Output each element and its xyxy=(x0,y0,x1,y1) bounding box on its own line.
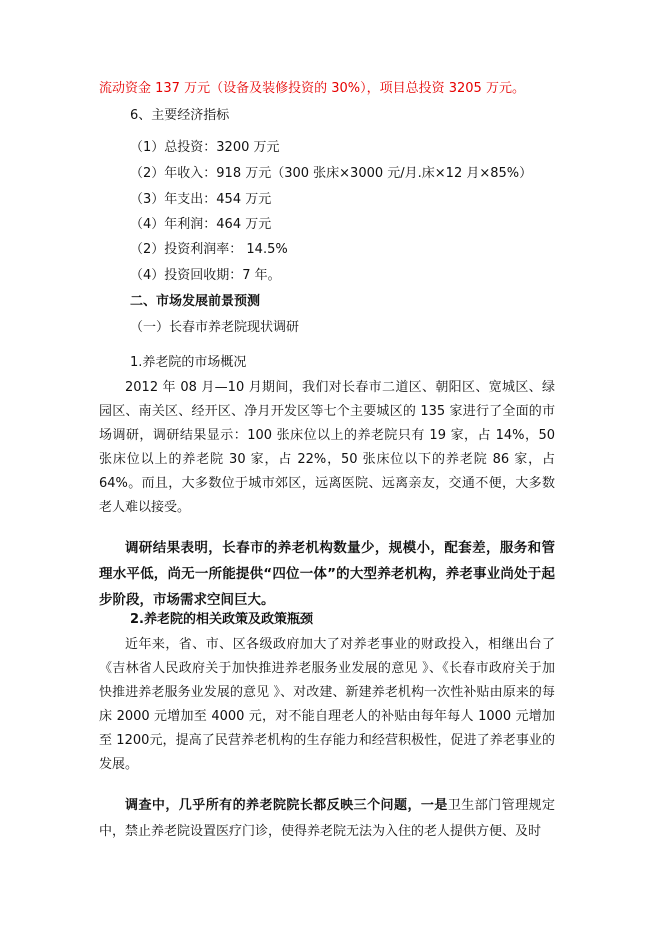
indicator-item: （4）年利润：464 万元 xyxy=(130,217,272,232)
subsection-1-heading: （一）长春市养老院现状调研 xyxy=(130,320,300,335)
indicator-item: （1）总投资：3200 万元 xyxy=(130,140,280,155)
subsection-1-1-heading: 1.养老院的市场概况 xyxy=(130,355,247,370)
indicator-item: （2）投资利润率： 14.5% xyxy=(130,242,288,257)
indicator-item: （2）年收入：918 万元（300 张床×3000 元/月.床×12 月×85%） xyxy=(130,166,533,181)
survey-conclusion-paragraph: 调研结果表明，长春市的养老机构数量少，规模小，配套差，服务和管理水平低，尚无一所能提供“四位一体”的大型养老机构，养老事业尚处于起步阶段，市场需求空间巨大。 xyxy=(99,540,555,608)
investment-summary-line: 流动资金 137 万元（设备及装修投资的 30%），项目总投资 3205 万元。 xyxy=(99,81,525,96)
survey-issues-lead: 调查中，几乎所有的养老院院长都反映三个问题，一是 xyxy=(125,798,448,813)
indicator-item: （4）投资回收期：7 年。 xyxy=(130,268,281,283)
policy-paragraph: 近年来，省、市、区各级政府加大了对养老事业的财政投入，相继出台了《吉林省人民政府关于加快推进养老服务业发展的意见 》、《长春市政府关于加快推进养老服务业发展的意见 》、对改建、新建养老机构一次性补贴由原来的每床 2000 元增加至 4000 元，对不能自理老人的补贴由每年每人 1000 元增加至 1200元，提高了民营养老机构的生存能力和经营积极性，促进了养老事业的发展。 xyxy=(99,637,555,772)
indicator-item: （3）年支出：454 万元 xyxy=(130,192,272,207)
survey-issues-text: 卫生部门管理规定中，禁止养老院设置医疗门诊，使得养老院无法为入住的老人提供方便、及时 xyxy=(99,798,555,839)
section-2-heading: 二、市场发展前景预测 xyxy=(130,294,261,309)
market-overview-paragraph: 2012 年 08 月—10 月期间，我们对长春市二道区、朝阳区、宽城区、绿园区、南关区、经开区、净月开发区等七个主要城区的 135 家进行了全面的市场调研，调研结果显示：100 张床位以上的养老院只有 19 家，占 14%，50 张床位以上的养老院 30 家，占 22%，50 张床位以下的养老院 86 家，占 64%。而且，大多数位于城市郊区，远离医院、远离亲友，交通不便，大多数老人难以接受。 xyxy=(99,380,555,515)
subsection-1-2-heading: 2.养老院的相关政策及政策瓶颈 xyxy=(130,612,313,627)
section-6-heading: 6、主要经济指标 xyxy=(130,108,230,123)
survey-issues-paragraph xyxy=(99,793,555,845)
